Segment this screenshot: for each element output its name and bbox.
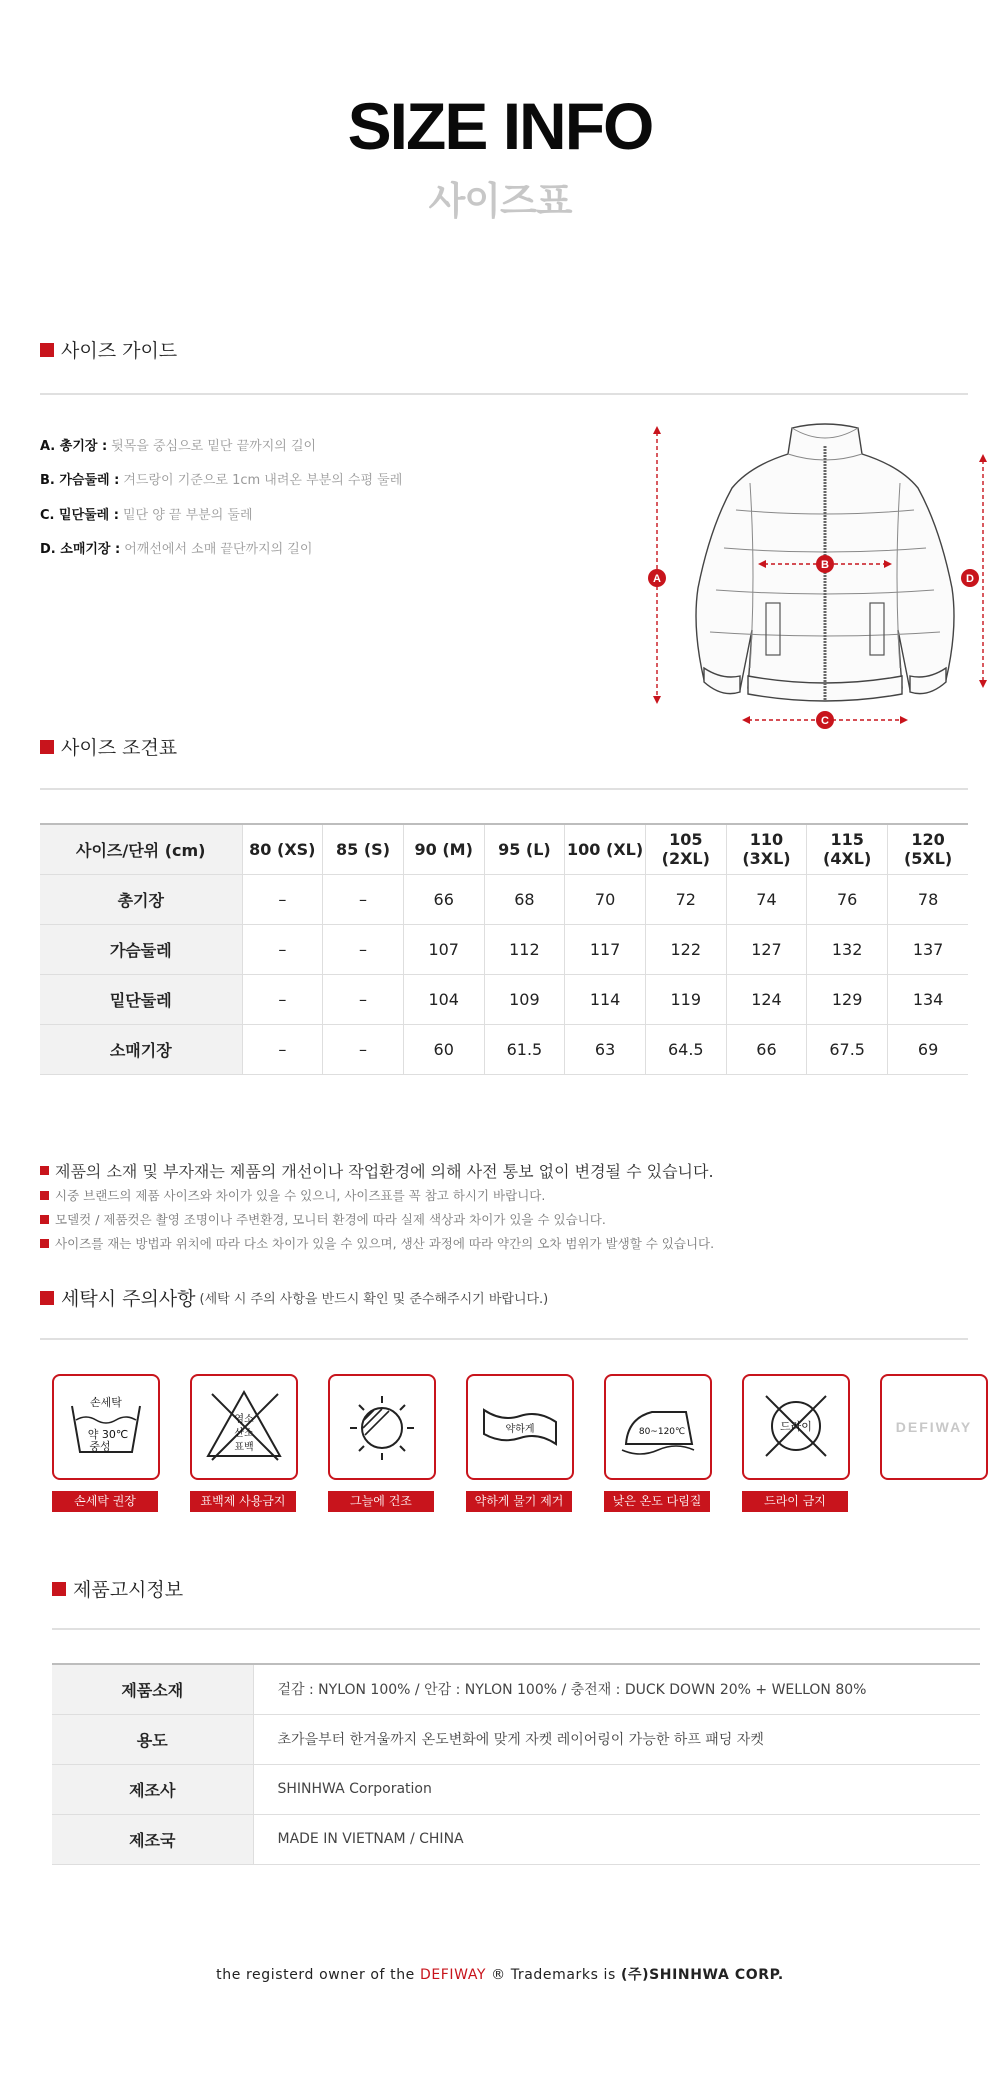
- info-label: 제조사: [52, 1764, 253, 1814]
- table-cell: 78: [888, 874, 969, 924]
- notice-item: [40, 1207, 714, 1231]
- notice-text: 제품의 소재 및 부자재는 제품의 개선이나 작업환경에 의해 사전 통보 없이 변경될 수 있습니다.: [55, 1161, 714, 1181]
- table-row: [52, 1714, 980, 1764]
- table-cell: 63: [565, 1024, 646, 1074]
- notice-text: 시중 브랜드의 제품 사이즈와 차이가 있을 수 있으니, 사이즈표를 꼭 참고 하시기 바랍니다.: [55, 1188, 546, 1203]
- table-cell: 104: [403, 974, 484, 1024]
- size-table-heading-text: 사이즈 조견표: [61, 737, 178, 759]
- table-row: [52, 1814, 980, 1864]
- table-row-header: 가슴둘레: [40, 924, 242, 974]
- info-value: 초가을부터 한겨울까지 온도변화에 맞게 자켓 레이어링이 가능한 하프 패딩 자켓: [253, 1714, 980, 1764]
- table-cell: –: [323, 874, 404, 924]
- table-cell: 74: [726, 874, 807, 924]
- footer-brand: DEFIWAY: [419, 1967, 487, 1983]
- no-dry-clean-icon: [742, 1374, 850, 1480]
- guide-desc: 겨드랑이 기준으로 1cm 내려온 부분의 수평 둘레: [123, 473, 403, 489]
- table-cell: 68: [484, 874, 565, 924]
- size-guide-list: [40, 427, 402, 565]
- divider: [40, 393, 968, 395]
- svg-text:드라이: 드라이: [780, 1420, 812, 1433]
- table-cell: 67.5: [807, 1024, 888, 1074]
- table-cell: 66: [726, 1024, 807, 1074]
- table-cell: –: [242, 1024, 323, 1074]
- table-col-header: 80 (XS): [242, 824, 323, 874]
- svg-text:C: C: [821, 715, 829, 727]
- table-col-header: 105 (2XL): [645, 824, 726, 874]
- brand-logo: DEFIWAY: [895, 1419, 973, 1435]
- care-item-gentle-wring: [466, 1374, 574, 1512]
- svg-text:B: B: [821, 559, 829, 571]
- footer-trademark: [0, 1964, 1000, 1984]
- low-iron-icon: [604, 1374, 712, 1480]
- guide-item: [40, 427, 402, 462]
- section-bullet: [40, 740, 54, 754]
- section-bullet: [40, 343, 54, 357]
- table-cell: 69: [888, 1024, 969, 1074]
- gentle-wring-icon: [466, 1374, 574, 1480]
- table-cell: 129: [807, 974, 888, 1024]
- notice-text: 사이즈를 재는 방법과 위치에 따라 다소 차이가 있을 수 있으며, 생산 과정에 따라 약간의 오차 범위가 발생할 수 있습니다.: [55, 1236, 715, 1251]
- product-info-heading-text: 제품고시정보: [73, 1579, 184, 1601]
- table-cell: 114: [565, 974, 646, 1024]
- table-cell: 117: [565, 924, 646, 974]
- table-col-header: 115 (4XL): [807, 824, 888, 874]
- care-item-shade-dry: [328, 1374, 436, 1512]
- arrow-a: [648, 426, 666, 704]
- svg-text:D: D: [966, 573, 974, 585]
- arrow-c: [742, 711, 908, 729]
- care-item-low-iron: [604, 1374, 712, 1512]
- care-label: 드라이 금지: [742, 1491, 848, 1512]
- notice-bullet: [40, 1239, 49, 1248]
- table-row: [40, 924, 968, 974]
- guide-key: B. 가슴둘레 :: [40, 473, 120, 489]
- info-value: MADE IN VIETNAM / CHINA: [253, 1814, 980, 1864]
- table-cell: 127: [726, 924, 807, 974]
- guide-desc: 어깨선에서 소매 끝단까지의 길이: [124, 542, 313, 558]
- table-cell: –: [323, 924, 404, 974]
- table-cell: 124: [726, 974, 807, 1024]
- table-cell: 64.5: [645, 1024, 726, 1074]
- shade-dry-icon: [328, 1374, 436, 1480]
- care-item-hand-wash: [52, 1374, 160, 1512]
- table-row-header: 밑단둘레: [40, 974, 242, 1024]
- notice-list: [40, 1157, 714, 1255]
- svg-text:손세탁: 손세탁: [90, 1396, 122, 1409]
- guide-item: [40, 462, 402, 497]
- table-row: [40, 974, 968, 1024]
- notice-bullet: [40, 1191, 49, 1200]
- svg-text:표백: 표백: [234, 1442, 254, 1453]
- care-label: 약하게 물기 제거: [466, 1491, 572, 1512]
- footer-pre: the registerd owner of the: [216, 1967, 420, 1983]
- table-col-header: 85 (S): [323, 824, 404, 874]
- table-cell: 107: [403, 924, 484, 974]
- info-label: 용도: [52, 1714, 253, 1764]
- table-cell: 137: [888, 924, 969, 974]
- info-value: 겉감 : NYLON 100% / 안감 : NYLON 100% / 충전재 : DUCK DOWN 20% + WELLON 80%: [253, 1664, 980, 1714]
- table-cell: 76: [807, 874, 888, 924]
- table-cell: –: [323, 974, 404, 1024]
- table-cell: 109: [484, 974, 565, 1024]
- svg-text:A: A: [653, 573, 661, 585]
- guide-desc: 뒷목을 중심으로 밑단 끝까지의 길이: [111, 438, 317, 454]
- table-cell: –: [323, 1024, 404, 1074]
- table-cell: 132: [807, 924, 888, 974]
- care-label: 손세탁 권장: [52, 1491, 158, 1512]
- care-item-no-bleach: [190, 1374, 298, 1512]
- svg-text:약하게: 약하게: [505, 1424, 535, 1435]
- table-col-header: 120 (5XL): [888, 824, 969, 874]
- table-cell: 119: [645, 974, 726, 1024]
- table-row: [52, 1664, 980, 1714]
- brand-logo-box: [880, 1374, 988, 1480]
- section-bullet: [52, 1582, 66, 1596]
- size-table-heading: [40, 733, 177, 760]
- care-label: 그늘에 건조: [328, 1491, 434, 1512]
- hand-wash-icon: [52, 1374, 160, 1480]
- table-row: [40, 1024, 968, 1074]
- notice-bullet: [40, 1215, 49, 1224]
- table-header-row: [40, 824, 968, 874]
- table-cell: 122: [645, 924, 726, 974]
- svg-text:약 30℃: 약 30℃: [87, 1428, 129, 1441]
- info-label: 제품소재: [52, 1664, 253, 1714]
- care-heading: [40, 1284, 548, 1311]
- table-cell: 60: [403, 1024, 484, 1074]
- table-col-header: 100 (XL): [565, 824, 646, 874]
- table-corner: 사이즈/단위 (cm): [40, 824, 242, 874]
- table-row: [52, 1764, 980, 1814]
- table-row-header: 소매기장: [40, 1024, 242, 1074]
- guide-key: C. 밑단둘레 :: [40, 507, 119, 523]
- table-cell: 61.5: [484, 1024, 565, 1074]
- size-guide-heading-text: 사이즈 가이드: [61, 340, 178, 362]
- info-value: SHINHWA Corporation: [253, 1764, 980, 1814]
- svg-text:중성: 중성: [89, 1440, 111, 1453]
- table-cell: 70: [565, 874, 646, 924]
- product-info-table: [52, 1663, 980, 1865]
- guide-item: [40, 496, 402, 531]
- svg-text:80~120℃: 80~120℃: [638, 1427, 686, 1437]
- product-info-heading: [52, 1575, 183, 1602]
- guide-key: D. 소매기장 :: [40, 542, 121, 558]
- care-item-no-dry-clean: [742, 1374, 850, 1512]
- size-table: [40, 823, 968, 1075]
- care-heading-note: (세탁 시 주의 사항을 반드시 확인 및 준수해주시기 바랍니다.): [199, 1292, 549, 1307]
- guide-key: A. 총기장 :: [40, 438, 108, 454]
- guide-item: [40, 531, 402, 566]
- table-cell: –: [242, 974, 323, 1024]
- footer-corp: (주)SHINHWA CORP.: [620, 1967, 784, 1983]
- table-cell: 112: [484, 924, 565, 974]
- care-label: 표백제 사용금지: [190, 1491, 296, 1512]
- care-label: 낮은 온도 다림질: [604, 1491, 710, 1512]
- notice-main: [40, 1157, 714, 1183]
- table-col-header: 90 (M): [403, 824, 484, 874]
- info-label: 제조국: [52, 1814, 253, 1864]
- no-bleach-icon: [190, 1374, 298, 1480]
- jacket-measurement-diagram: [640, 418, 995, 736]
- table-row: [40, 874, 968, 924]
- notice-bullet: [40, 1166, 49, 1175]
- table-cell: 66: [403, 874, 484, 924]
- page-subtitle: 사이즈표: [428, 179, 572, 223]
- notice-text: 모델컷 / 제품컷은 촬영 조명이나 주변환경, 모니터 환경에 따라 실제 색상과 차이가 있을 수 있습니다.: [55, 1212, 606, 1227]
- svg-text:산소: 산소: [234, 1428, 254, 1439]
- table-col-header: 110 (3XL): [726, 824, 807, 874]
- care-heading-text: 세탁시 주의사항: [61, 1288, 196, 1310]
- notice-item: [40, 1183, 714, 1207]
- divider: [52, 1628, 980, 1630]
- divider: [40, 1338, 968, 1340]
- section-bullet: [40, 1291, 54, 1305]
- arrow-d: [961, 454, 987, 688]
- table-col-header: 95 (L): [484, 824, 565, 874]
- table-cell: 134: [888, 974, 969, 1024]
- table-cell: –: [242, 874, 323, 924]
- table-cell: –: [242, 924, 323, 974]
- table-cell: 72: [645, 874, 726, 924]
- divider: [40, 788, 968, 790]
- table-row-header: 총기장: [40, 874, 242, 924]
- care-item-brand: [880, 1374, 988, 1480]
- page-title: SIZE INFO: [347, 89, 653, 163]
- size-guide-heading: [40, 336, 177, 363]
- guide-desc: 밑단 양 끝 부분의 둘레: [122, 507, 253, 523]
- svg-text:염소: 염소: [234, 1414, 254, 1425]
- footer-mid: ® Trademarks is: [486, 1967, 621, 1983]
- notice-item: [40, 1231, 714, 1255]
